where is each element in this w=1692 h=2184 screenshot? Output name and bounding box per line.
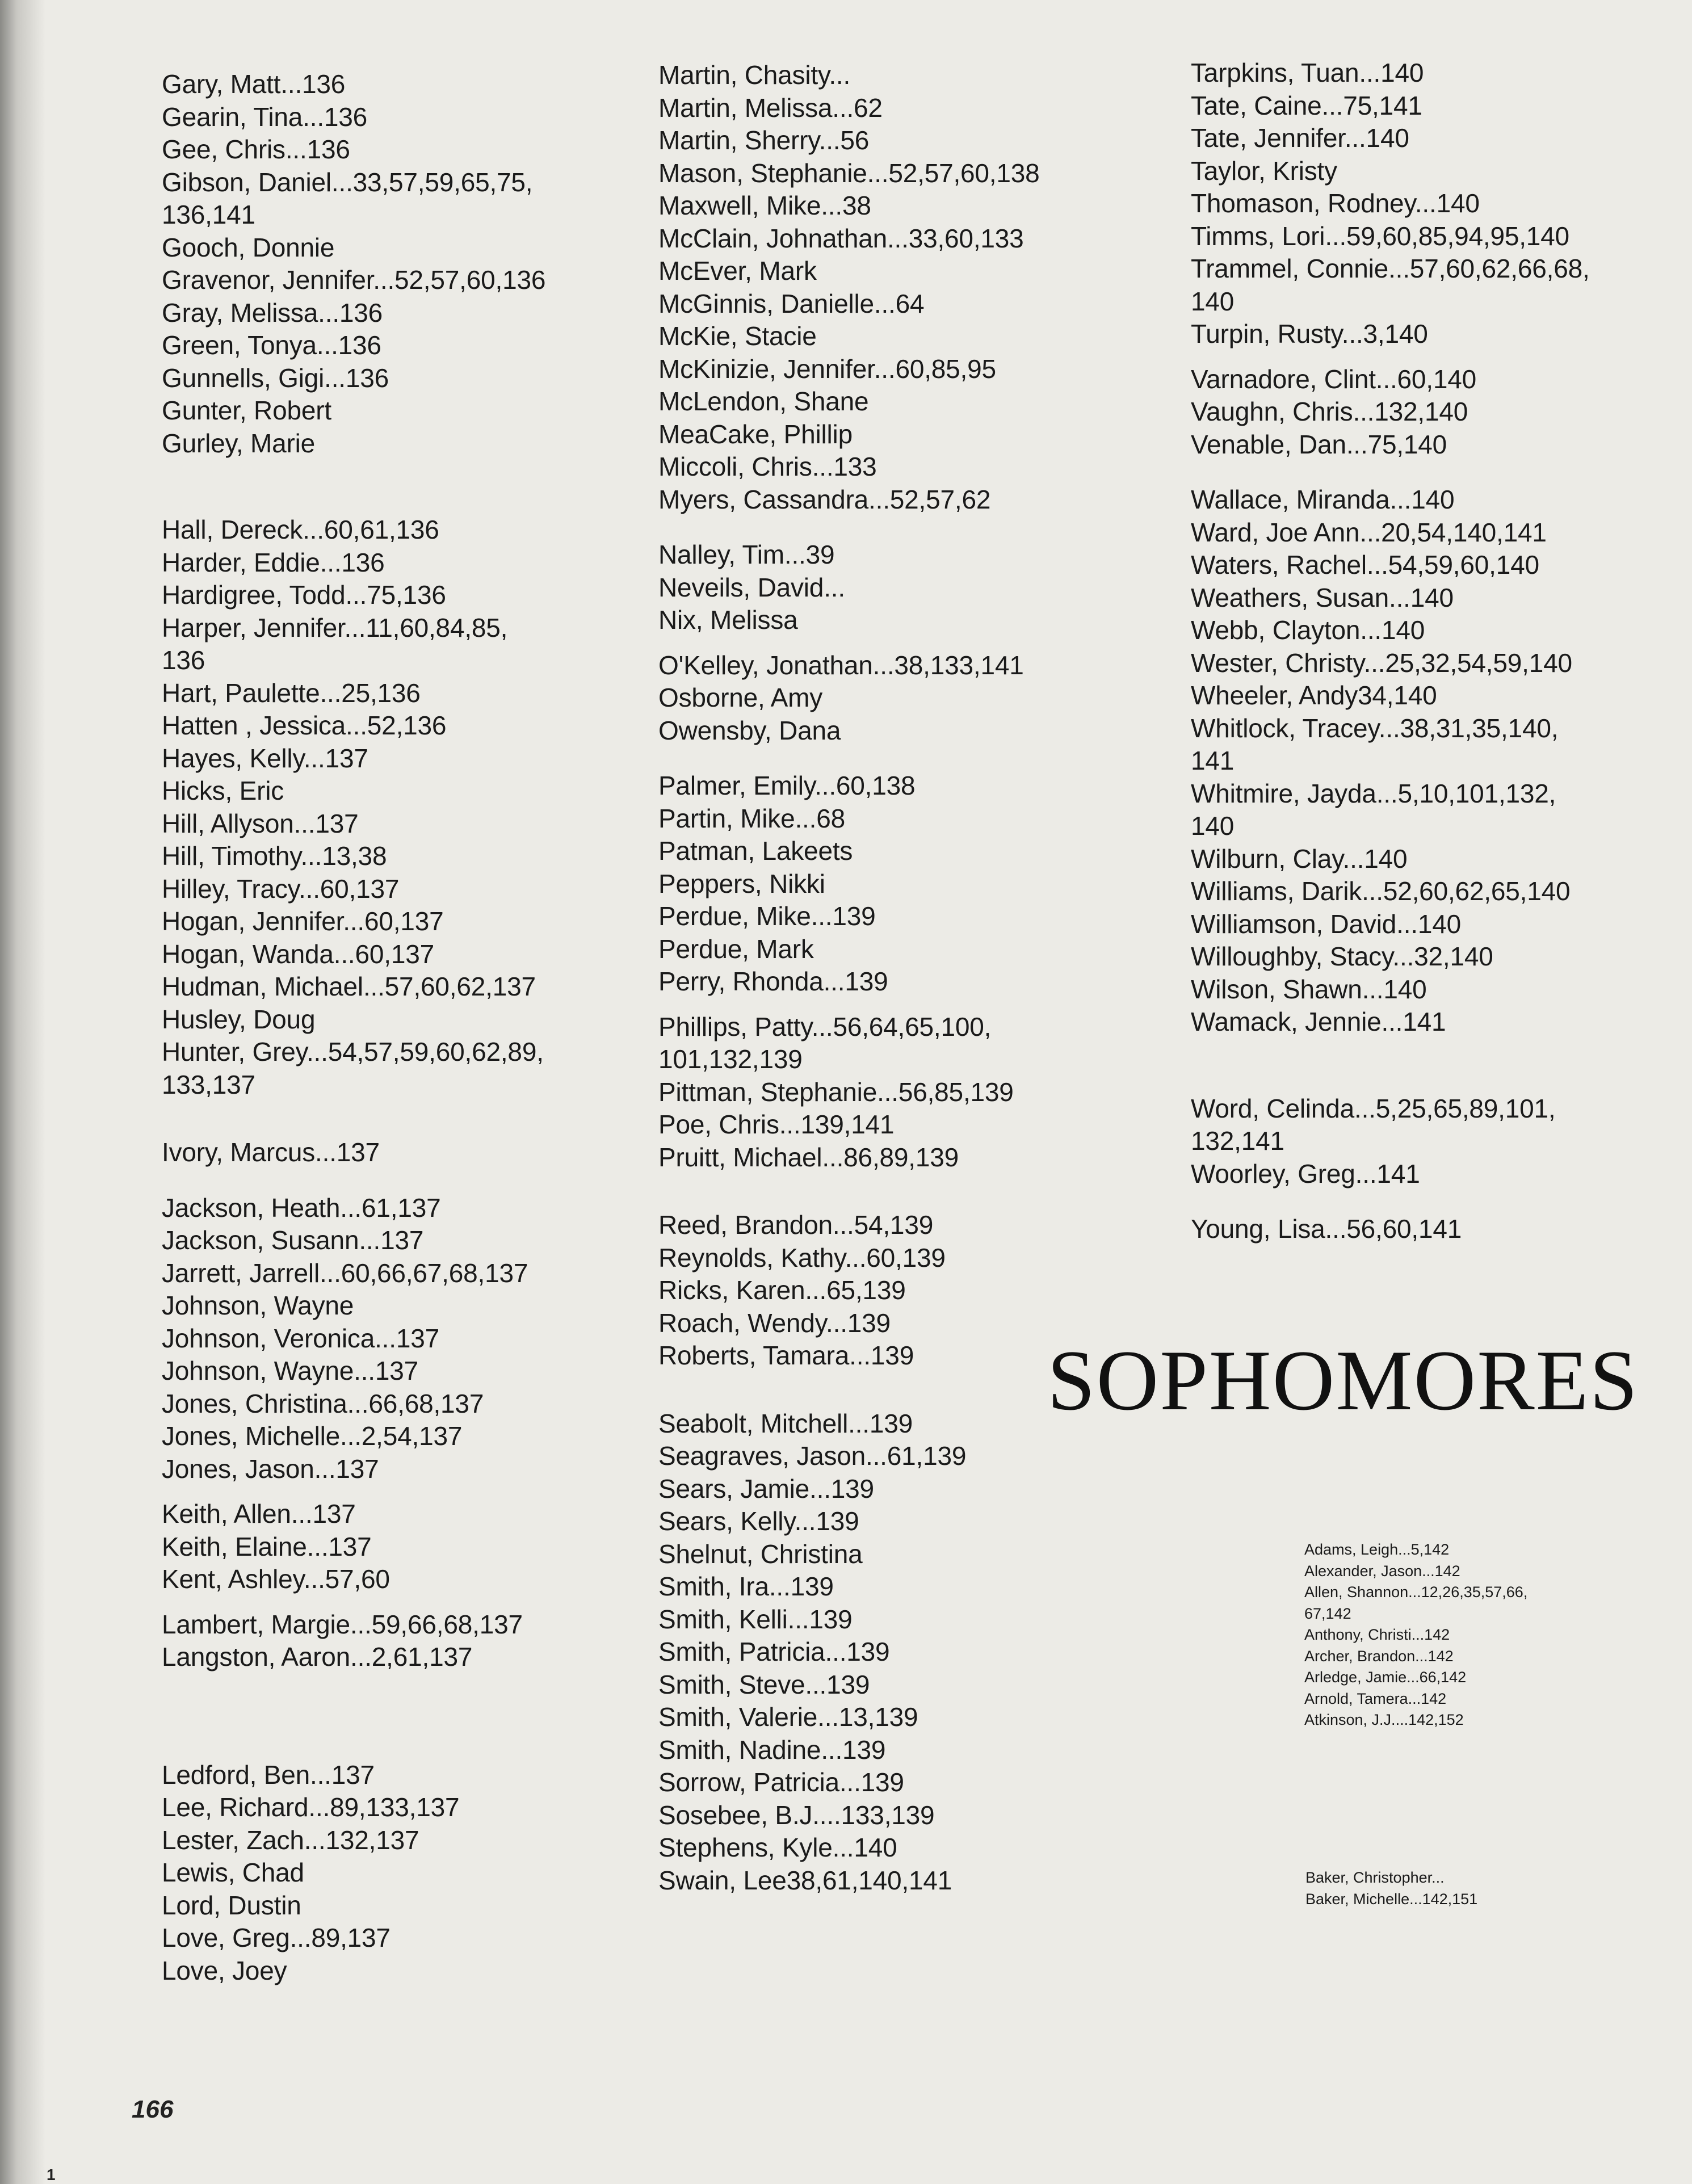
index-entry: Miccoli, Chris...133	[658, 452, 877, 481]
index-entry: Green, Tonya...136	[162, 330, 381, 360]
index-entry: Weathers, Susan...140	[1191, 582, 1454, 612]
index-entry: Turpin, Rusty...3,140	[1191, 319, 1428, 348]
index-entry: Alexander, Jason...142	[1304, 1562, 1460, 1580]
index-entry: 136	[162, 645, 205, 675]
index-entry: Roberts, Tamara...139	[658, 1341, 914, 1370]
index-entry: Hill, Timothy...13,38	[162, 841, 387, 871]
index-entry: Gooch, Donnie	[162, 232, 335, 262]
index-entry: Hatten , Jessica...52,136	[162, 711, 447, 740]
index-entry: Perry, Rhonda...139	[658, 967, 888, 996]
index-entry: Love, Greg...89,137	[162, 1923, 391, 1952]
index-entry: Tate, Caine...75,141	[1191, 90, 1422, 120]
index-entry: Ricks, Karen...65,139	[658, 1275, 906, 1305]
index-entry: 140	[1191, 811, 1235, 841]
index-entry: Hall, Dereck...60,61,136	[162, 515, 439, 544]
index-entry: Hogan, Wanda...60,137	[162, 939, 434, 969]
index-entry: Lambert, Margie...59,66,68,137	[162, 1609, 523, 1639]
index-entry: Vaughn, Chris...132,140	[1191, 397, 1468, 426]
index-entry: Stephens, Kyle...140	[658, 1833, 897, 1862]
index-entry: Nix, Melissa	[658, 605, 798, 635]
index-entry: Lester, Zach...132,137	[162, 1825, 419, 1855]
index-entry: Martin, Sherry...56	[658, 125, 870, 155]
index-entry: Jackson, Heath...61,137	[162, 1192, 441, 1223]
index-entry: Martin, Melissa...62	[658, 93, 883, 123]
index-entry: Keith, Elaine...137	[162, 1531, 372, 1561]
index-entry: Shelnut, Christina	[658, 1539, 863, 1569]
index-entry: Partin, Mike...68	[658, 803, 845, 833]
index-entry: Hardigree, Todd...75,136	[162, 580, 446, 610]
index-column-3	[1191, 57, 1590, 1246]
index-entry: Wilburn, Clay...140	[1191, 843, 1408, 873]
index-entry: Neveils, David...	[658, 572, 845, 602]
page-number: 166	[132, 2095, 174, 2123]
index-entry: Wester, Christy...25,32,54,59,140	[1191, 648, 1572, 678]
index-entry: Gary, Matt...136	[162, 69, 346, 99]
index-entry: Pittman, Stephanie...56,85,139	[658, 1077, 1014, 1107]
index-entry: Harper, Jennifer...11,60,84,85,	[162, 612, 508, 642]
index-entry: 101,132,139	[658, 1044, 803, 1074]
index-entry: Baker, Michelle...142,151	[1305, 1890, 1478, 1908]
index-entry: McClain, Johnathan...33,60,133	[658, 223, 1024, 253]
index-entry: Lee, Richard...89,133,137	[162, 1792, 460, 1822]
index-entry: Pruitt, Michael...86,89,139	[658, 1142, 959, 1172]
index-entry: Sosebee, B.J....133,139	[658, 1800, 935, 1830]
index-entry: Gurley, Marie	[162, 428, 316, 458]
index-entry: Patman, Lakeets	[658, 836, 853, 866]
index-entry: Palmer, Emily...60,138	[658, 771, 916, 800]
sophomores-list-b	[1305, 1867, 1477, 1910]
index-entry: Kent, Ashley...57,60	[162, 1564, 390, 1594]
index-entry: Smith, Valerie...13,139	[658, 1702, 918, 1732]
index-entry: Smith, Kelli...139	[658, 1604, 853, 1634]
index-entry: Johnson, Wayne	[162, 1291, 354, 1320]
section-heading-sophomores: SOPHOMORES	[1047, 1333, 1639, 1428]
index-entry: Woorley, Greg...141	[1191, 1158, 1420, 1188]
index-entry: Ivory, Marcus...137	[162, 1137, 380, 1167]
index-entry: Jones, Michelle...2,54,137	[162, 1421, 463, 1451]
index-entry: Sears, Kelly...139	[658, 1506, 859, 1536]
index-entry: Hudman, Michael...57,60,62,137	[162, 972, 536, 1001]
index-entry: Trammel, Connie...57,60,62,66,68,	[1191, 254, 1590, 283]
index-entry: Nalley, Tim...39	[658, 540, 835, 569]
index-entry: Phillips, Patty...56,64,65,100,	[658, 1011, 992, 1041]
index-entry: Husley, Doug	[162, 1004, 316, 1034]
index-entry: Word, Celinda...5,25,65,89,101,	[1191, 1093, 1556, 1123]
index-entry: Lord, Dustin	[162, 1890, 301, 1920]
index-entry: Whitlock, Tracey...38,31,35,140,	[1191, 713, 1559, 743]
index-entry: Venable, Dan...75,140	[1191, 429, 1447, 459]
index-entry: Jackson, Susann...137	[162, 1225, 424, 1255]
index-entry: Gunter, Robert	[162, 396, 331, 425]
index-entry: Wamack, Jennie...141	[1191, 1007, 1446, 1036]
index-entry: Peppers, Nikki	[658, 868, 825, 898]
index-entry: Jarrett, Jarrell...60,66,67,68,137	[162, 1258, 528, 1288]
index-entry: Hill, Allyson...137	[162, 808, 359, 838]
index-entry: Mason, Stephanie...52,57,60,138	[658, 158, 1040, 188]
index-entry: Gray, Melissa...136	[162, 297, 383, 327]
index-entry: Johnson, Wayne...137	[162, 1356, 419, 1385]
index-entry: Webb, Clayton...140	[1191, 615, 1425, 645]
index-entry: Osborne, Amy	[658, 683, 823, 712]
index-entry: McKinizie, Jennifer...60,85,95	[658, 354, 996, 384]
index-entry: Johnson, Veronica...137	[162, 1323, 439, 1353]
index-entry: MeaCake, Phillip	[658, 419, 853, 449]
index-entry: Atkinson, J.J....142,152	[1304, 1711, 1464, 1728]
index-entry: Lewis, Chad	[162, 1858, 304, 1887]
index-entry: Hilley, Tracy...60,137	[162, 873, 400, 904]
index-entry: 133,137	[162, 1069, 255, 1099]
index-entry: Sears, Jamie...139	[658, 1473, 874, 1503]
index-entry: Gearin, Tina...136	[162, 102, 368, 132]
index-entry: McGinnis, Danielle...64	[658, 288, 925, 318]
index-entry: Williamson, David...140	[1191, 909, 1462, 939]
index-entry: Jones, Jason...137	[162, 1454, 379, 1484]
index-entry: Archer, Brandon...142	[1304, 1647, 1454, 1665]
index-entry: Reed, Brandon...54,139	[658, 1210, 934, 1240]
index-entry: Smith, Steve...139	[658, 1669, 870, 1699]
index-entry: Tate, Jennifer...140	[1191, 123, 1409, 153]
index-entry: Arledge, Jamie...66,142	[1304, 1669, 1467, 1686]
index-entry: Seagraves, Jason...61,139	[658, 1441, 967, 1471]
index-entry: Arnold, Tamera...142	[1304, 1690, 1447, 1707]
index-entry: Smith, Patricia...139	[658, 1637, 890, 1666]
index-entry: O'Kelley, Jonathan...38,133,141	[658, 650, 1024, 680]
index-entry: Smith, Ira...139	[658, 1572, 834, 1601]
index-entry: Wilson, Shawn...140	[1191, 974, 1427, 1004]
index-entry: McEver, Mark	[658, 256, 817, 285]
index-entry: Smith, Nadine...139	[658, 1734, 886, 1765]
index-entry: Timms, Lori...59,60,85,94,95,140	[1191, 221, 1569, 251]
index-entry: 132,141	[1191, 1126, 1284, 1156]
index-entry: Baker, Christopher...	[1305, 1869, 1445, 1886]
index-entry: Martin, Chasity...	[658, 60, 851, 90]
index-entry: Tarpkins, Tuan...140	[1191, 58, 1424, 87]
index-entry: Owensby, Dana	[658, 715, 841, 745]
index-entry: Roach, Wendy...139	[658, 1308, 891, 1338]
index-entry: McKie, Stacie	[658, 321, 817, 351]
index-entry: Whitmire, Jayda...5,10,101,132,	[1191, 778, 1556, 808]
index-entry: Hicks, Eric	[162, 776, 284, 805]
index-column-1	[162, 68, 545, 1987]
index-entry: Perdue, Mike...139	[658, 901, 876, 931]
index-entry: Langston, Aaron...2,61,137	[162, 1642, 473, 1671]
index-entry: Jones, Christina...66,68,137	[162, 1388, 484, 1418]
index-entry: Adams, Leigh...5,142	[1304, 1541, 1450, 1558]
index-entry: Varnadore, Clint...60,140	[1191, 364, 1477, 394]
corner-mark: 1	[47, 2166, 56, 2183]
index-entry: Seabolt, Mitchell...139	[658, 1408, 913, 1438]
index-entry: Hogan, Jennifer...60,137	[162, 906, 444, 936]
index-entry: 136,141	[162, 200, 255, 229]
index-entry: Love, Joey	[162, 1955, 287, 1985]
index-entry: Allen, Shannon...12,26,35,57,66,	[1304, 1584, 1528, 1601]
index-entry: Reynolds, Kathy...60,139	[658, 1242, 946, 1272]
index-entry: Willoughby, Stacy...32,140	[1191, 942, 1493, 971]
index-entry: Hayes, Kelly...137	[162, 743, 368, 773]
index-entry: Gibson, Daniel...33,57,59,65,75,	[162, 167, 533, 197]
index-entry: McLendon, Shane	[658, 387, 869, 416]
index-entry: Hart, Paulette...25,136	[162, 678, 421, 708]
index-entry: Harder, Eddie...136	[162, 547, 385, 577]
index-entry: Wallace, Miranda...140	[1191, 485, 1455, 514]
index-entry: 67,142	[1304, 1605, 1351, 1622]
index-entry: Keith, Allen...137	[162, 1499, 356, 1528]
index-entry: Waters, Rachel...54,59,60,140	[1191, 550, 1539, 579]
index-entry: Poe, Chris...139,141	[658, 1110, 895, 1139]
index-entry: 141	[1191, 746, 1235, 775]
index-entry: Maxwell, Mike...38	[658, 191, 871, 220]
sophomores-list-a	[1304, 1539, 1527, 1731]
index-entry: Swain, Lee38,61,140,141	[658, 1865, 952, 1895]
index-entry: Gunnells, Gigi...136	[162, 363, 389, 393]
index-entry: Ledford, Ben...137	[162, 1759, 375, 1790]
index-entry: Hunter, Grey...54,57,59,60,62,89,	[162, 1037, 544, 1066]
index-column-2	[658, 59, 1040, 1897]
index-entry: Young, Lisa...56,60,141	[1191, 1214, 1462, 1244]
index-entry: Wheeler, Andy34,140	[1191, 681, 1437, 710]
index-entry: Perdue, Mark	[658, 934, 814, 964]
page-gutter-shadow	[0, 0, 45, 2184]
index-entry: Thomason, Rodney...140	[1191, 188, 1480, 218]
index-entry: 140	[1191, 286, 1235, 316]
index-entry: Taylor, Kristy	[1191, 156, 1337, 186]
index-entry: Gravenor, Jennifer...52,57,60,136	[162, 265, 546, 295]
index-entry: Gee, Chris...136	[162, 135, 350, 164]
index-entry: Williams, Darik...52,60,62,65,140	[1191, 876, 1571, 906]
index-entry: Sorrow, Patricia...139	[658, 1767, 904, 1797]
index-entry: Ward, Joe Ann...20,54,140,141	[1191, 517, 1547, 547]
index-entry: Myers, Cassandra...52,57,62	[658, 484, 991, 514]
index-entry: Anthony, Christi...142	[1304, 1626, 1450, 1643]
